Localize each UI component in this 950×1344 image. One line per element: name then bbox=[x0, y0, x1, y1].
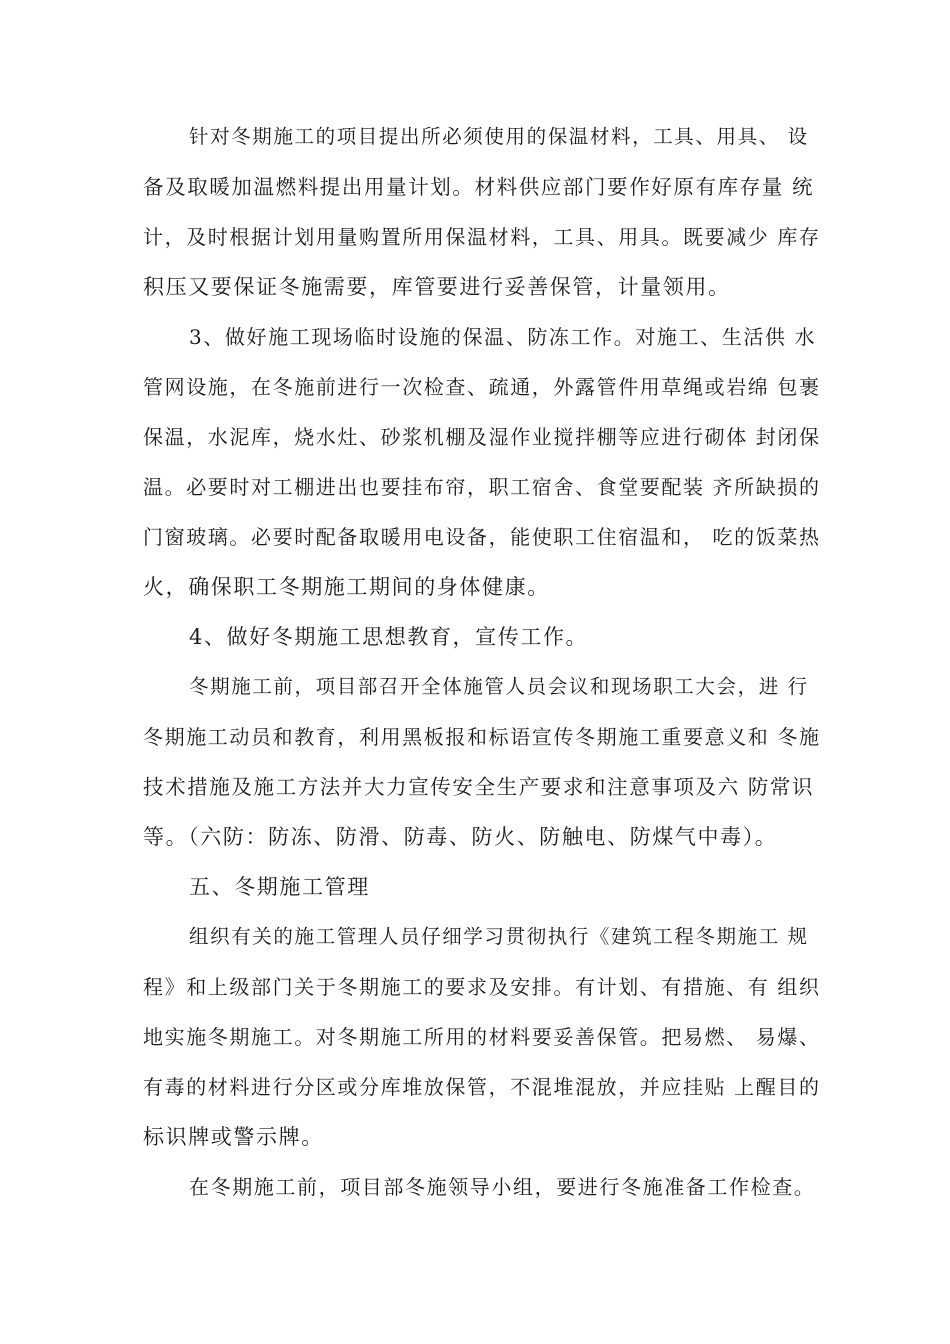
text-line: 在冬期施工前，项目部冬施领导小组，要进行冬施准备工作检查。 bbox=[189, 1175, 816, 1199]
text-line: 程》和上级部门关于冬期施工的要求及安排。有计划、有措施、有 组织 bbox=[143, 975, 821, 999]
text-line: 有毒的材料进行分区或分库堆放保管，不混堆混放，并应挂贴 上醒目的 bbox=[143, 1075, 821, 1099]
text-line: 计，及时根据计划用量购置所用保温材料，工具、用具。既要减少 库存 bbox=[143, 225, 821, 249]
text-line: 火，确保职工冬期施工期间的身体健康。 bbox=[143, 575, 550, 599]
section-heading: 4、做好冬期施工思想教育，宣传工作。 bbox=[189, 625, 589, 649]
section-heading: 五、冬期施工管理 bbox=[189, 875, 370, 899]
text-line: 组织有关的施工管理人员仔细学习贯彻执行《建筑工程冬期施工 规 bbox=[189, 925, 809, 948]
text-line: 针对冬期施工的项目提出所必须使用的保温材料，工具、用具、 设 bbox=[189, 125, 809, 148]
text-line: 温。必要时对工棚进出也要挂布帘，职工宿舍、食堂要配装 齐所缺损的 bbox=[143, 475, 821, 499]
text-line: 门窗玻璃。必要时配备取暖用电设备，能使职工住宿温和， 吃的饭菜热 bbox=[143, 525, 821, 549]
text-line: 冬期施工动员和教育，利用黑板报和标语宣传冬期施工重要意义和 冬施 bbox=[143, 725, 821, 749]
text-line: 标识牌或警示牌。 bbox=[143, 1125, 324, 1149]
text-line: 冬期施工前，项目部召开全体施管人员会议和现场职工大会，进 行 bbox=[189, 675, 809, 698]
text-line: 保温，水泥库，烧水灶、砂浆机棚及湿作业搅拌棚等应进行砌体 封闭保 bbox=[143, 425, 821, 449]
text-line: 备及取暖加温燃料提出用量计划。材料供应部门要作好原有库存量 统 bbox=[143, 175, 815, 199]
text-line: 等。（六防：防冻、防滑、防毒、防火、防触电、防煤气中毒）。 bbox=[143, 825, 778, 849]
text-line: 管网设施，在冬施前进行一次检查、疏通，外露管件用草绳或岩绵 包裹 bbox=[143, 375, 821, 399]
text-line: 积压又要保证冬施需要，库管要进行妥善保管，计量领用。 bbox=[143, 275, 731, 299]
text-line: 地实施冬期施工。对冬期施工所用的材料要妥善保管。把易燃、 易爆、 bbox=[143, 1025, 821, 1049]
text-line: 技术措施及施工方法并大力宣传安全生产要求和注意事项及六 防常识 bbox=[143, 775, 815, 799]
text-line: 3、做好施工现场临时设施的保温、防冻工作。对施工、生活供 水 bbox=[189, 325, 817, 349]
